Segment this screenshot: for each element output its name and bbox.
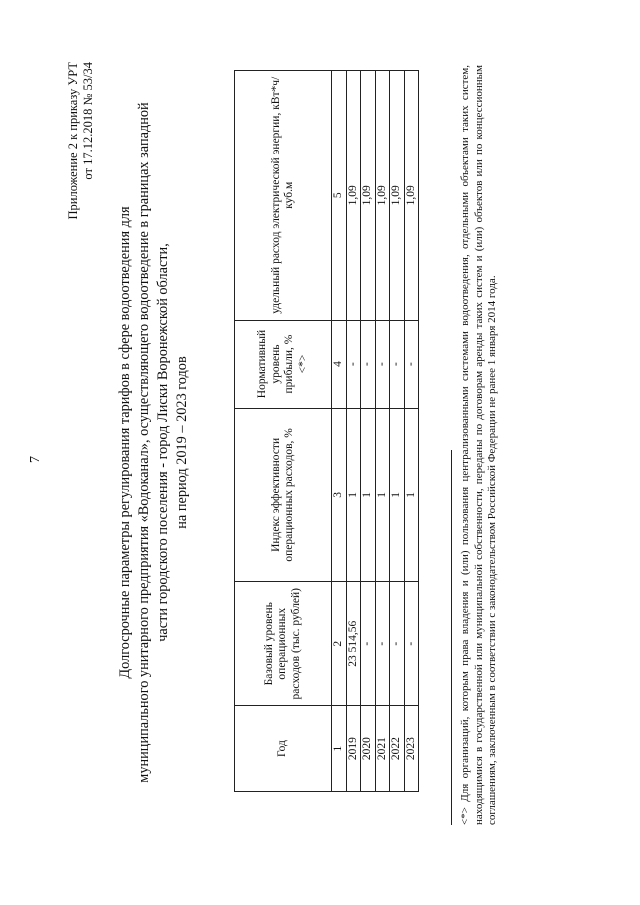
cell-energy-consumption: 1,09 [361,71,376,321]
title-line-2: муниципального унитарного предприятия «Водоканал», осуществляющего водоотведение в границах западной [136,102,152,783]
cell-energy-consumption: 1,09 [375,71,390,321]
appendix-line-1: Приложение 2 к приказу УРТ [66,62,80,220]
table-header-row [235,71,332,792]
column-number: 1 [332,706,347,792]
cell-base-opex: 23 514,56 [346,582,361,706]
cell-efficiency-index: 1 [361,408,376,582]
cell-energy-consumption: 1,09 [346,71,361,321]
header-energy-consumption: удельный расход электрической энергии, кВт*ч/куб.м [235,71,332,321]
tariff-parameters-table [234,70,419,792]
table-row [361,71,376,792]
cell-profit-level: - [390,320,405,408]
cell-base-opex: - [404,582,419,706]
footnote-separator [451,450,452,825]
cell-base-opex: - [361,582,376,706]
title-line-3: части городского поселения - город Лиски Воронежской области, [155,243,171,642]
column-number: 5 [332,71,347,321]
appendix-reference [66,62,96,220]
cell-base-opex: - [390,582,405,706]
cell-year: 2022 [390,706,405,792]
cell-energy-consumption: 1,09 [404,71,419,321]
column-number: 4 [332,320,347,408]
cell-efficiency-index: 1 [375,408,390,582]
header-base-opex: Базовый уровень операционных расходов (тыс. рублей) [235,582,332,706]
cell-profit-level: - [361,320,376,408]
cell-efficiency-index: 1 [390,408,405,582]
cell-year: 2019 [346,706,361,792]
cell-year: 2021 [375,706,390,792]
table-row [375,71,390,792]
cell-profit-level: - [346,320,361,408]
title-line-1: Долгосрочные параметры регулирования тарифов в сфере водоотведения для [117,206,133,679]
cell-year: 2020 [361,706,376,792]
table-row [346,71,361,792]
cell-profit-level: - [404,320,419,408]
header-efficiency-index: Индекс эффективности операционных расходов, % [235,408,332,582]
page-number: 7 [28,456,43,463]
table-row [404,71,419,792]
footnote: <*> Для организаций, которым права владения и (или) пользования централизованными системами водоотведения, отдельными объектами таких систем, находящимися в государственной или муниципальной собственности, переданы по договорам аренды таких систем и (или) объектов или по концессионным соглашениям, заключенным в соответствии с законодательством Российской Федерации не ранее 1 января 2014 года. [459,65,498,825]
cell-energy-consumption: 1,09 [390,71,405,321]
title-line-4: на период 2019 – 2023 годов [174,356,190,529]
appendix-line-2: от 17.12.2018 № 53/34 [81,62,95,180]
column-number-row [332,71,347,792]
column-number: 2 [332,582,347,706]
cell-base-opex: - [375,582,390,706]
header-year: Год [235,706,332,792]
cell-efficiency-index: 1 [404,408,419,582]
table-row [390,71,405,792]
header-profit-level: Нормативный уровень прибыли, % <*> [235,320,332,408]
document-title [116,60,192,825]
cell-efficiency-index: 1 [346,408,361,582]
cell-profit-level: - [375,320,390,408]
column-number: 3 [332,408,347,582]
cell-year: 2023 [404,706,419,792]
